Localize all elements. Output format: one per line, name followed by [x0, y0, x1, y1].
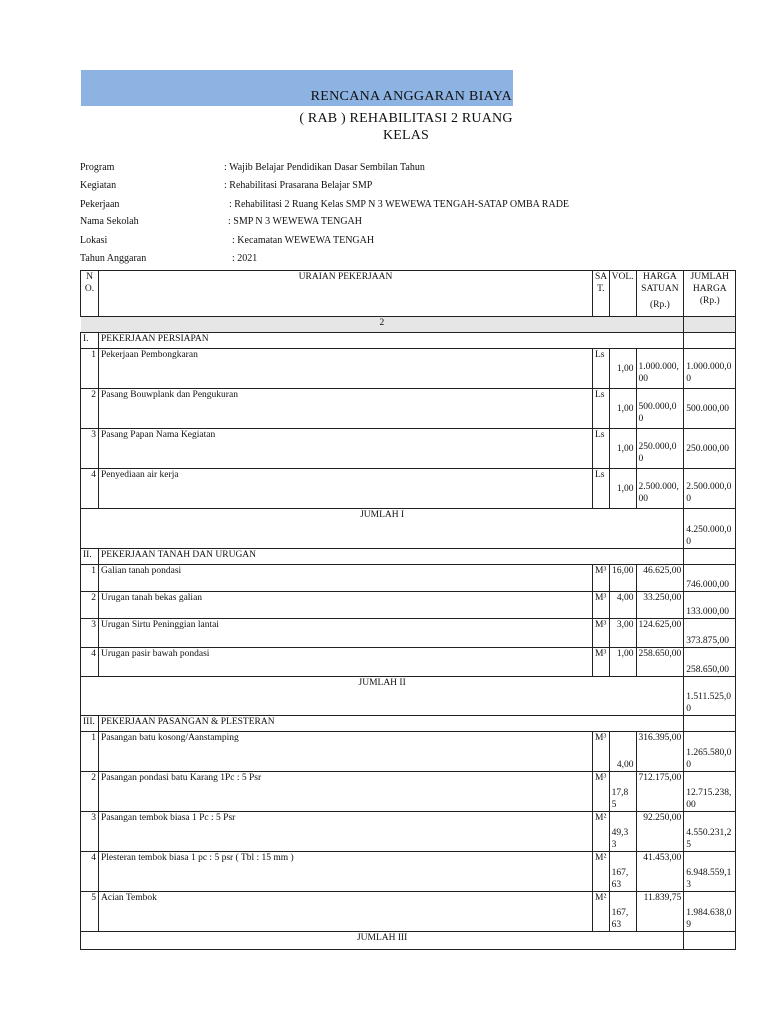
item-vol: 167, 63 — [609, 892, 636, 932]
column-number-row — [81, 317, 736, 333]
item-jumlah: 4.550.231,2 5 — [684, 812, 736, 852]
info-value-kegiatan: : Rehabilitasi Prasarana Belajar SMP — [224, 180, 373, 191]
item-no: 1 — [81, 565, 99, 592]
item-harga: 11.839,75 — [636, 892, 684, 932]
item-sat: M³ — [593, 648, 610, 677]
item-sat: Ls — [593, 469, 610, 509]
item-harga: 124.625,00 — [636, 619, 684, 648]
section-title: PEKERJAAN TANAH DAN URUGAN — [99, 549, 684, 565]
header-jumlah: JUMLAH HARGA (Rp.) — [684, 271, 736, 317]
item-no: 4 — [81, 852, 99, 892]
item-harga: 1.000.000, 00 — [636, 349, 684, 389]
info-label-tahun: Tahun Anggaran — [80, 253, 147, 264]
info-value-tahun: : 2021 — [232, 253, 258, 264]
item-uraian: Pasangan tembok biasa 1 Pc : 5 Psr — [99, 812, 593, 852]
item-no: 1 — [81, 732, 99, 772]
item-jumlah: 1.265.580,0 0 — [684, 732, 736, 772]
total-label: JUMLAH III — [81, 932, 684, 950]
item-harga: 33.250,00 — [636, 592, 684, 619]
item-vol: 167, 63 — [609, 852, 636, 892]
total-row — [81, 677, 736, 716]
item-jumlah: 1.984.638,0 9 — [684, 892, 736, 932]
item-sat: M² — [593, 812, 610, 852]
header-harga — [636, 271, 684, 317]
item-harga: 41.453,00 — [636, 852, 684, 892]
table-row — [81, 892, 736, 932]
item-uraian: Penyediaan air kerja — [99, 469, 593, 509]
item-uraian: Pasang Papan Nama Kegiatan — [99, 429, 593, 469]
item-sat: Ls — [593, 429, 610, 469]
item-vol: 1,00 — [609, 648, 636, 677]
item-harga: 316.395,00 — [636, 732, 684, 772]
table-row — [81, 349, 736, 389]
item-no: 3 — [81, 812, 99, 852]
item-sat: M³ — [593, 592, 610, 619]
item-jumlah: 2.500.000,0 0 — [684, 469, 736, 509]
item-jumlah: 500.000,00 — [684, 389, 736, 429]
item-no: 4 — [81, 469, 99, 509]
info-value-program: : Wajib Belajar Pendidikan Dasar Sembilan Tahun — [224, 162, 425, 173]
total-row — [81, 509, 736, 549]
item-sat: M³ — [593, 732, 610, 772]
item-sat: Ls — [593, 389, 610, 429]
table-row — [81, 389, 736, 429]
empty-cell — [684, 549, 736, 565]
item-harga: 2.500.000, 00 — [636, 469, 684, 509]
table-row — [81, 812, 736, 852]
empty-cell — [684, 716, 736, 732]
item-no: 4 — [81, 648, 99, 677]
section-title: PEKERJAAN PERSIAPAN — [99, 333, 684, 349]
item-harga: 46.625,00 — [636, 565, 684, 592]
table-row — [81, 648, 736, 677]
info-label-pekerjaan: Pekerjaan — [80, 199, 120, 210]
info-label-program: Program — [80, 162, 115, 173]
table-header-row — [81, 271, 736, 317]
total-label: JUMLAH I — [81, 509, 684, 549]
section-no: III. — [81, 716, 99, 732]
item-vol: 1,00 — [609, 389, 636, 429]
info-label-kegiatan: Kegiatan — [80, 180, 117, 191]
header-harga-label: HARGA SATUAN — [641, 272, 679, 294]
item-sat: M³ — [593, 565, 610, 592]
item-jumlah: 133.000,00 — [684, 592, 736, 619]
item-vol: 1,00 — [609, 349, 636, 389]
item-vol: 17,8 5 — [609, 772, 636, 812]
item-jumlah: 6.948.559,1 3 — [684, 852, 736, 892]
item-jumlah: 746.000,00 — [684, 565, 736, 592]
info-label-sekolah: Nama Sekolah — [80, 216, 139, 227]
table-row — [81, 469, 736, 509]
item-vol: 4,00 — [609, 592, 636, 619]
total-value: 4.250.000,0 0 — [684, 509, 736, 549]
item-jumlah: 250.000,00 — [684, 429, 736, 469]
column-number: 2 — [81, 317, 684, 333]
item-uraian: Acian Tembok — [99, 892, 593, 932]
column-number-blank — [684, 317, 736, 333]
item-sat: M² — [593, 892, 610, 932]
item-sat: M³ — [593, 772, 610, 812]
header-harga-unit: (Rp.) — [650, 300, 670, 310]
total-value — [684, 932, 736, 950]
item-vol: 1,00 — [609, 429, 636, 469]
section-row — [81, 333, 736, 349]
item-jumlah: 12.715.238, 00 — [684, 772, 736, 812]
header-no: N O. — [81, 271, 99, 317]
header-sat: SA T. — [593, 271, 610, 317]
document-subtitle — [296, 110, 516, 144]
section-row — [81, 716, 736, 732]
info-label-lokasi: Lokasi — [80, 235, 108, 246]
item-sat: M² — [593, 852, 610, 892]
item-uraian: Pasang Bouwplank dan Pengukuran — [99, 389, 593, 429]
item-sat: M³ — [593, 619, 610, 648]
table-row — [81, 429, 736, 469]
item-no: 1 — [81, 349, 99, 389]
item-harga: 250.000,0 0 — [636, 429, 684, 469]
item-no: 3 — [81, 429, 99, 469]
table-row — [81, 619, 736, 648]
item-uraian: Urugan tanah bekas galian — [99, 592, 593, 619]
item-no: 5 — [81, 892, 99, 932]
table-row — [81, 772, 736, 812]
total-label: JUMLAH II — [81, 677, 684, 716]
item-harga: 92.250,00 — [636, 812, 684, 852]
header-uraian: URAIAN PEKERJAAN — [99, 271, 593, 317]
item-harga: 258.650,00 — [636, 648, 684, 677]
item-uraian: Pasangan pondasi batu Karang 1Pc : 5 Psr — [99, 772, 593, 812]
item-vol: 3,00 — [609, 619, 636, 648]
total-row — [81, 932, 736, 950]
table-row — [81, 565, 736, 592]
rab-table — [80, 270, 736, 950]
item-uraian: Pasangan batu kosong/Aanstamping — [99, 732, 593, 772]
info-value-pekerjaan: : Rehabilitasi 2 Ruang Kelas SMP N 3 WEWEWA TENGAH-SATAP OMBA RADE — [229, 199, 570, 210]
item-uraian: Urugan Sirtu Peninggian lantai — [99, 619, 593, 648]
info-value-lokasi: : Kecamatan WEWEWA TENGAH — [232, 235, 375, 246]
item-vol: 16,00 — [609, 565, 636, 592]
item-uraian: Galian tanah pondasi — [99, 565, 593, 592]
item-uraian: Pekerjaan Pembongkaran — [99, 349, 593, 389]
section-title: PEKERJAAN PASANGAN & PLESTERAN — [99, 716, 684, 732]
item-no: 2 — [81, 389, 99, 429]
item-uraian: Plesteran tembok biasa 1 pc : 5 psr ( Tbl : 15 mm ) — [99, 852, 593, 892]
item-jumlah: 373.875,00 — [684, 619, 736, 648]
document-title: RENCANA ANGGARAN BIAYA — [310, 89, 512, 104]
subtitle-line-2: KELAS — [382, 128, 430, 143]
item-vol: 4,00 — [609, 732, 636, 772]
item-no: 3 — [81, 619, 99, 648]
header-vol: VOL. — [609, 271, 636, 317]
item-no: 2 — [81, 592, 99, 619]
section-no: II. — [81, 549, 99, 565]
subtitle-line-1: ( RAB ) REHABILITASI 2 RUANG — [299, 111, 513, 126]
section-no: I. — [81, 333, 99, 349]
info-value-sekolah: : SMP N 3 WEWEWA TENGAH — [228, 216, 362, 227]
item-harga: 500.000,0 0 — [636, 389, 684, 429]
item-harga: 712.175,00 — [636, 772, 684, 812]
section-row — [81, 549, 736, 565]
item-no: 2 — [81, 772, 99, 812]
total-value: 1.511.525,0 0 — [684, 677, 736, 716]
table-row — [81, 852, 736, 892]
item-vol: 49,3 3 — [609, 812, 636, 852]
item-sat: Ls — [593, 349, 610, 389]
item-jumlah: 1.000.000,0 0 — [684, 349, 736, 389]
table-row — [81, 592, 736, 619]
item-vol: 1,00 — [609, 469, 636, 509]
empty-cell — [684, 333, 736, 349]
item-jumlah: 258.650,00 — [684, 648, 736, 677]
table-row — [81, 732, 736, 772]
item-uraian: Urugan pasir bawah pondasi — [99, 648, 593, 677]
